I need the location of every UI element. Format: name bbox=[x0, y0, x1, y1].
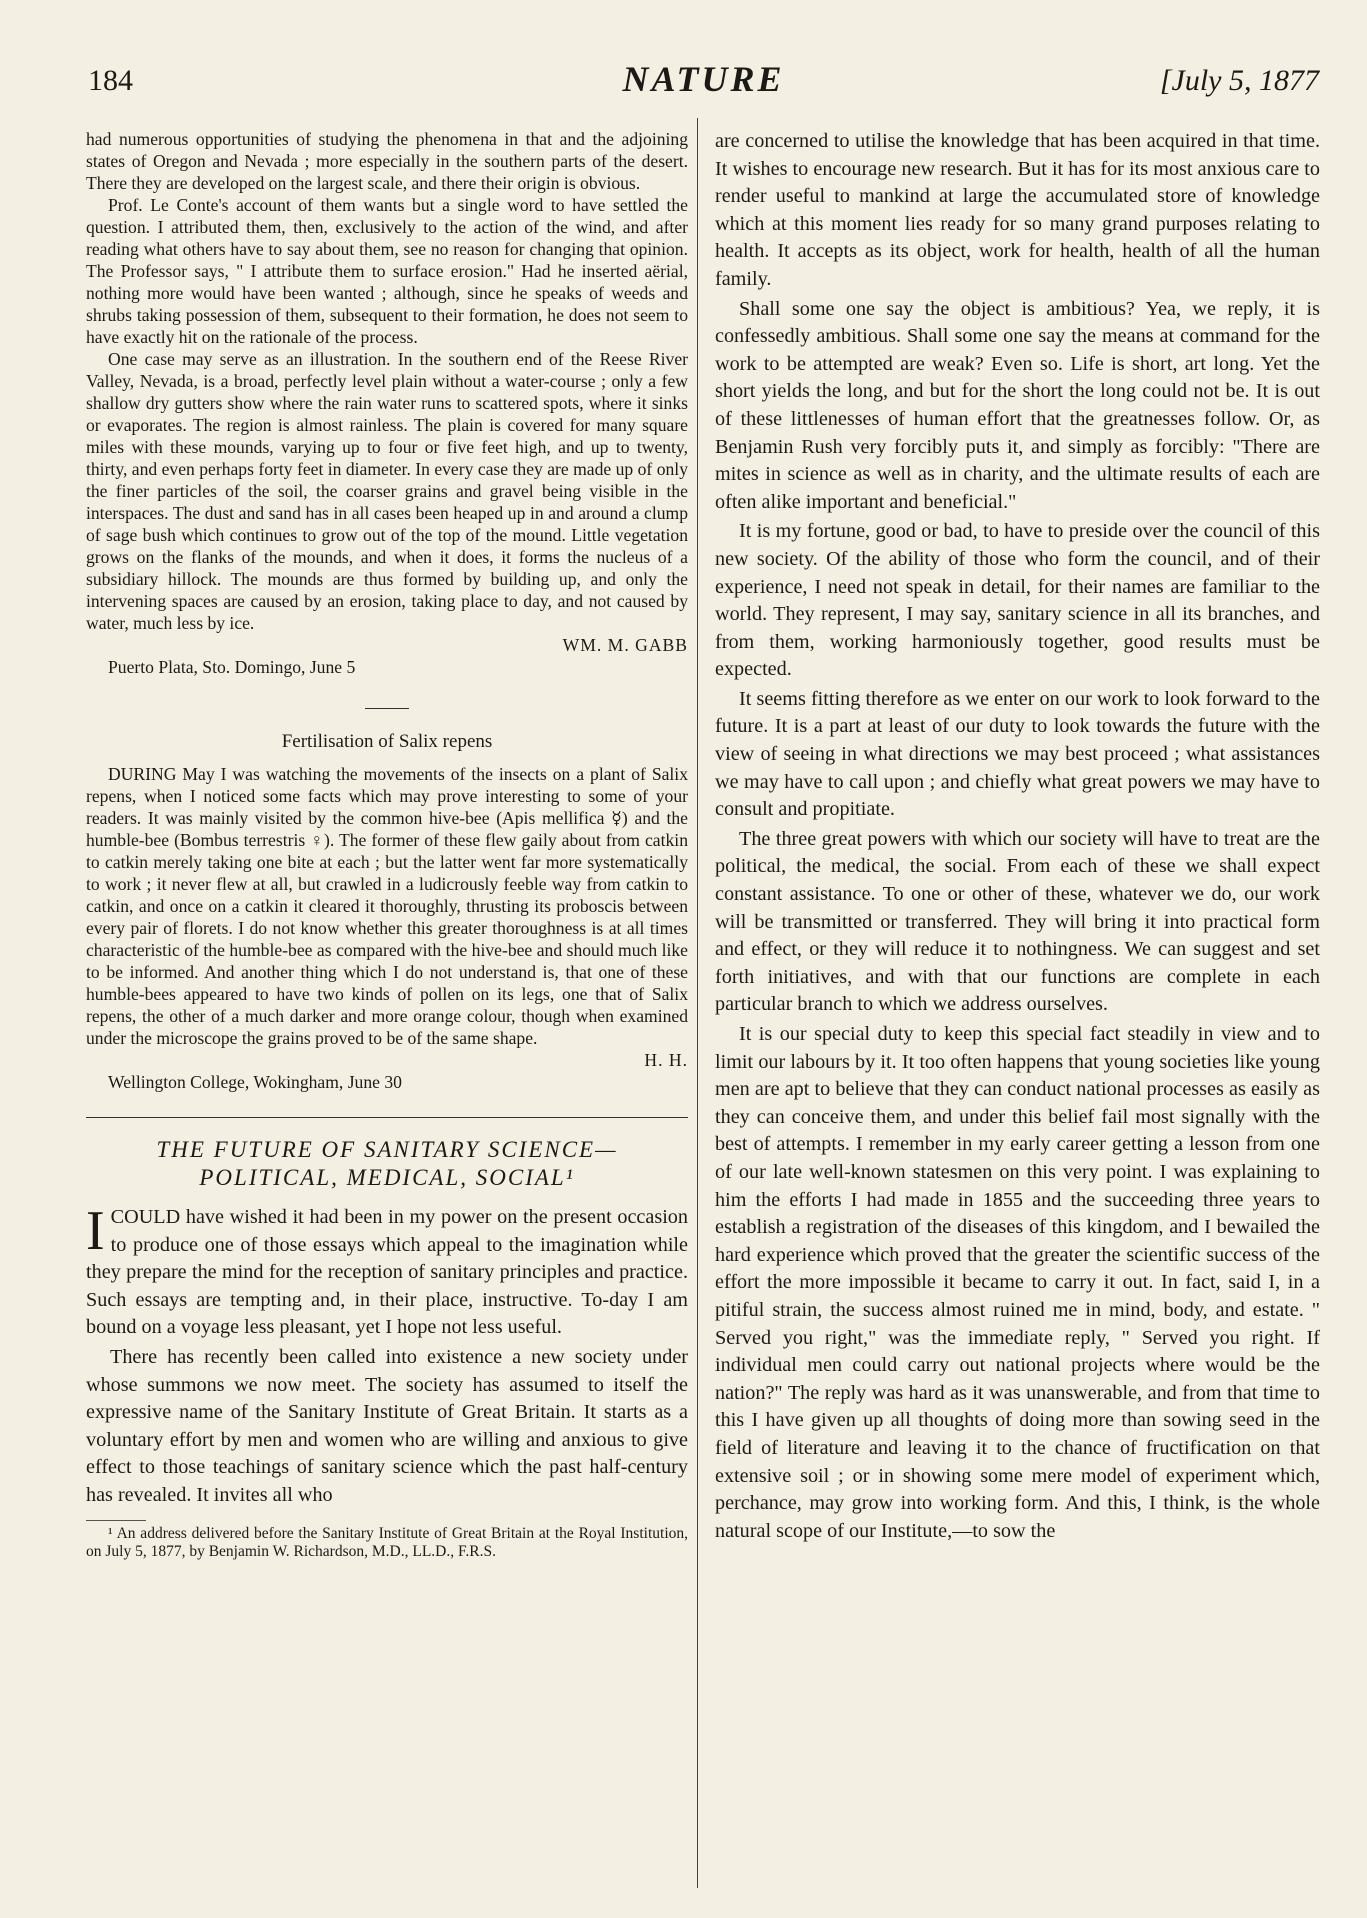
letter-paragraph: Prof. Le Conte's account of them wants but a single word to have settled the question. I attributed them, then, exclusively to the action of the wind, and after reading what others have to say about them, see no reason for changing that opinion. The Professor says, " I attribute them to surface erosion." Had he inserted aërial, nothing more would have been wanted ; although, since he speaks of weeds and shrubs taking possession of them, subsequent to their formation, he does not seem to have exactly hit on the rationale of the process. bbox=[86, 195, 688, 347]
article-body-left bbox=[86, 1200, 688, 1510]
letter-paragraph: had numerous opportunities of studying the phenomena in that and the adjoining states of Oregon and Nevada ; more especially in the southern parts of the desert. There they are developed on the largest scale, and there their origin is obvious. bbox=[86, 129, 688, 193]
article-paragraph: The three great powers with which our society will have to treat are the political, the medical, the social. From each of these we shall expect constant assistance. To one or other of these, whatever we do, our work will be transmitted or transferred. They will bring it into practical form and effect, or they will reduce it to nothingness. We can suggest and set forth initiatives, and with that our functions are complete in each particular branch to which we address ourselves. bbox=[715, 827, 1320, 1016]
article-paragraph: are concerned to utilise the knowledge that has been acquired in that time. It wishes to encourage new research. But it has for its most anxious care to render useful to mankind at large the accumulated store of knowledge which at this moment lies ready for so many grand purposes relating to health. It accepts as its object, work for health, health of all the human family. bbox=[715, 130, 1320, 290]
article-paragraph: It seems fitting therefore as we enter on our work to look forward to the future. It is a part at least of our duty to look towards the future with the view of seeing in what directions we may best proceed ; what assistances we may have to call upon ; and chiefly what great powers we may have to consult and propitiate. bbox=[715, 687, 1320, 821]
letter-paragraph: One case may serve as an illustration. In the southern end of the Reese River Valley, Nevada, is a broad, perfectly level plain without a water-course ; only a few shallow dry gutters show where the rain water runs to scattered spots, where it sinks or evaporates. The region is almost rainless. The plain is covered for many square miles with these mounds, varying up to four or five feet high, and up to twenty, thirty, and even perhaps forty feet in diameter. In every case they are made up of only the finer particles of the soil, the coarser grains and gravel being visible in the interspaces. The dust and sand has in all cases been heaped up in and around a clump of sage bush which continues to grow out of the top of the mound. Little vegetation grows on the flanks of the mounds, and when it does, it forms the nucleus of a subsidiary hillock. The mounds are thus formed by building up, and only the intervening spaces are caused by an erosion, taking place to day, and not caused by water, much less by ice. bbox=[86, 349, 688, 633]
page-number: 184 bbox=[88, 64, 133, 97]
article-title-line bbox=[86, 1136, 688, 1192]
page-header bbox=[88, 58, 1319, 108]
letter-signature: WM. M. GABB bbox=[562, 635, 688, 655]
letter-title: Fertilisation of Salix repens bbox=[281, 731, 493, 752]
section-rule bbox=[365, 708, 409, 709]
article-title-text: THE FUTURE OF SANITARY SCIENCE— bbox=[156, 1137, 618, 1162]
article-paragraph: Shall some one say the object is ambitious? Yea, we reply, it is confessedly ambitious. Shall some one say the means at command for the work to be attempted are weak? Even so. Life is short, art long. Yet the short yields the long, and but for the short the long could not be. It is out of these littlenesses of human effort that the greatnesses follow. Or, as Benjamin Rush very forcibly puts it, and simply as forcibly: "There are mites in science as well as in charity, and the ultimate results of each are often alike important and beneficial." bbox=[715, 297, 1320, 513]
letter-paragraph: DURING May I was watching the movements of the insects on a plant of Salix repens, when I noticed some facts which may prove interesting to some of your readers. It was mainly visited by the common hive-bee (Apis mellifica ☿) and the humble-bee (Bombus terrestris ♀). The former of these flew gaily about from catkin to catkin merely taking one bite at each ; but the latter went far more systematically to work ; it never flew at all, but crawled in a ludicrously feeble way from catkin to catkin, and once on a catkin it cleared it thoroughly, thrusting its proboscis between every pair of florets. I do not know whether this greater thoroughness is at all times characteristic of the humble-bee as compared with the hive-bee and should much like to be informed. And another thing which I do not understand is, that one of these humble-bees appeared to have two kinds of pollen on its legs, one that of Salix repens, the other of a much darker and more orange colour, though when examined under the microscope the grains proved to be of the same shape. bbox=[86, 764, 688, 1048]
footnote-rule bbox=[86, 1520, 146, 1521]
letter-mounds bbox=[86, 128, 688, 678]
letter-signature-line bbox=[86, 634, 688, 656]
article-paragraph: It is our special duty to keep this special fact steadily in view and to limit our labours by it. It too often happens that young societies like young men are apt to believe that they can conduct national processes as easily as they can conceive them, and under this belief fail most signally with the best of attempts. I remember in my early career getting a lesson from one of our late well-known statesmen on this very point. I was explaining to him the efforts I had made in 1855 and the succeeding three years to establish a registration of the diseases of this kingdom, and I bewailed the hard experience which proved that the greater the scientific success of the effort the more impossible it became to carry it out. In fact, said I, in a pitiful strain, the success almost ruined me in mind, body, and estate. " Served you right," was the immediate reply, " Served you right. If individual men could carry out national projects where would be the nation?" The reply was hard as it was unanswerable, and from that time to this I have given up all thoughts of doing more than sowing seed in the field of literature and leaving it to the chance of fructification on that extensive soil ; or in showing some mere model of experiment which, perchance, may grow into working form. And this, I think, is the whole natural scope of our Institute,—to sow the bbox=[715, 1023, 1320, 1542]
article-paragraph: There has recently been called into existence a new society under whose summons we now meet. The society has assumed to itself the expressive name of the Sanitary Institute of Great Britain. It starts as a voluntary effort by men and women who are willing and anxious to give effect to those teachings of sanitary science which the past half-century has revealed. It invites all who bbox=[86, 1345, 688, 1506]
issue-date: [July 5, 1877 bbox=[1159, 64, 1319, 97]
article-paragraph bbox=[86, 1200, 688, 1342]
section-rule bbox=[86, 1117, 688, 1118]
letter-signature-line bbox=[86, 1049, 688, 1071]
article-title-text: POLITICAL, MEDICAL, SOCIAL¹ bbox=[199, 1165, 575, 1190]
journal-title: NATURE bbox=[622, 59, 785, 99]
letter-place: Wellington College, Wokingham, June 30 bbox=[108, 1072, 402, 1092]
letter-salix bbox=[86, 731, 688, 1093]
right-column bbox=[715, 128, 1320, 1547]
footnote: ¹ An address delivered before the Sanitary Institute of Great Britain at the Royal Institution, on July 5, 1877, by Benjamin W. Richardson, M.D., LL.D., F.R.S. bbox=[86, 1524, 688, 1560]
letter-signature: H. H. bbox=[644, 1050, 688, 1070]
letter-place: Puerto Plata, Sto. Domingo, June 5 bbox=[108, 657, 356, 677]
column-divider bbox=[697, 118, 698, 1888]
drop-cap: I bbox=[86, 1200, 105, 1262]
article-text: COULD have wished it had been in my power on the present occasion to produce one of those essays which appeal to the imagination while they prepare the mind for the reception of sanitary principles and practice. Such essays are tempting and, in their place, instructive. To-day I am bound on a voyage less pleasant, yet I hope not less useful. bbox=[86, 1206, 688, 1339]
left-column bbox=[86, 128, 688, 1561]
article-paragraph: It is my fortune, good or bad, to have to preside over the council of this new society. Of the ability of those who form the council, and of their experience, I need not speak in detail, for their names are familiar to the world. They represent, I may say, sanitary science in all its branches, and from them, working harmoniously together, good results must be expected. bbox=[715, 520, 1320, 681]
article-title bbox=[86, 1136, 688, 1192]
